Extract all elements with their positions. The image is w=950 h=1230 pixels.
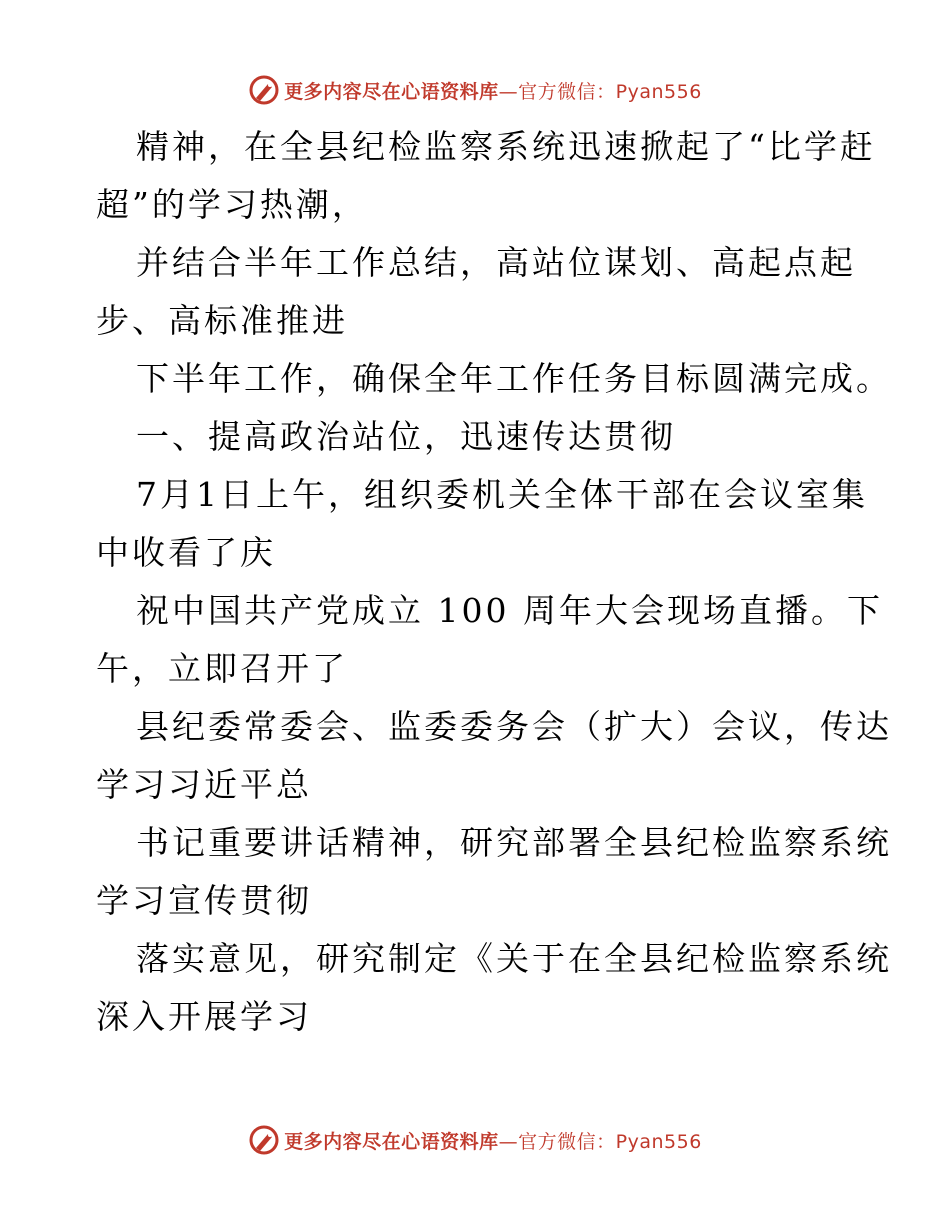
header-brand-text: 更多内容尽在心语资料库 (284, 80, 499, 103)
header-banner (0, 70, 950, 110)
document-body (96, 118, 892, 1046)
body-line: 落实意见，研究制定《关于在全县纪检监察系统 (136, 939, 892, 978)
body-line: 学习习近平总 (96, 765, 312, 804)
body-line: 7月1日上午，组织委机关全体干部在会议室集 (136, 475, 868, 514)
body-line: 中收看了庆 (96, 533, 276, 572)
body-line: 学习宣传贯彻 (96, 881, 312, 920)
body-line: 书记重要讲话精神，研究部署全县纪检监察系统 (136, 823, 892, 862)
footer-banner (0, 1120, 950, 1160)
body-line: 祝中国共产党成立 100 周年大会现场直播。下 (136, 591, 883, 630)
pen-circle-icon (248, 1124, 280, 1156)
body-line: 精神，在全县纪检监察系统迅速掀起了“比学赶 (136, 127, 876, 166)
footer-brand-text: 更多内容尽在心语资料库 (284, 1130, 499, 1153)
footer-contact-text: —官方微信：Pyan556 (498, 1130, 702, 1153)
body-line: 午，立即召开了 (96, 649, 348, 688)
body-line: 超”的学习热潮， (96, 185, 368, 224)
section-heading: 一、提高政治站位，迅速传达贯彻 (136, 417, 676, 456)
body-line: 并结合半年工作总结，高站位谋划、高起点起 (136, 243, 856, 282)
body-line: 步、高标准推进 (96, 301, 348, 340)
body-line: 下半年工作，确保全年工作任务目标圆满完成。 (136, 359, 892, 398)
body-line: 县纪委常委会、监委委务会（扩大）会议，传达 (136, 707, 892, 746)
body-line: 深入开展学习 (96, 997, 312, 1036)
pen-circle-icon (248, 74, 280, 106)
header-contact-text: —官方微信：Pyan556 (498, 80, 702, 103)
